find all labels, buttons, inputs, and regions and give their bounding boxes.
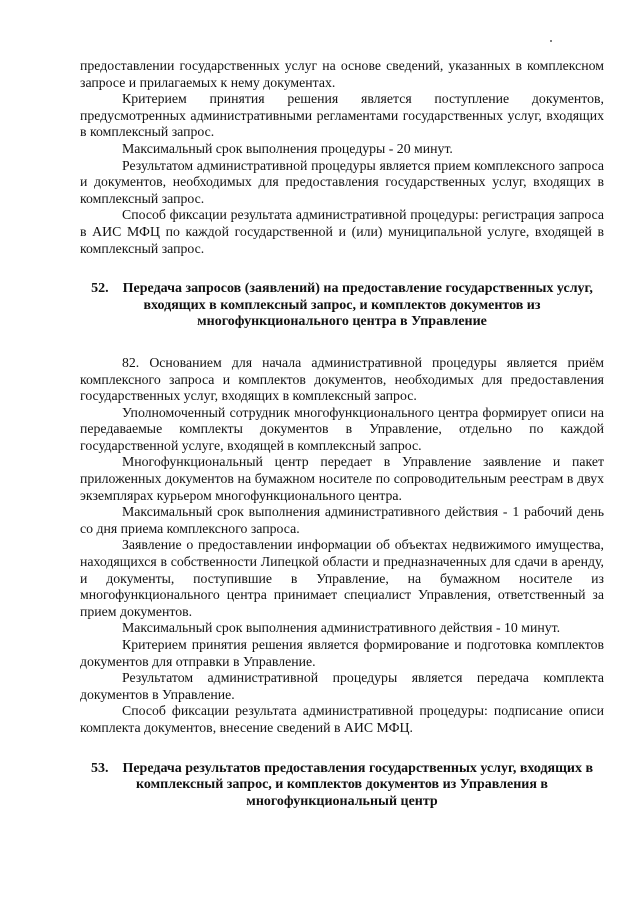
section-53-heading [86,761,598,811]
scan-dot [550,40,552,42]
paragraph-result-2: Результатом административной процедуры является передача комплекта документов в Управление. [80,670,604,702]
paragraph-max-time-10: Максимальный срок выполнения административного действия - 10 минут. [122,620,561,636]
paragraph-continuation: предоставлении государственных услуг на основе сведений, указанных в комплексном запросе и прилагаемых к нему документах. [80,58,604,90]
paragraph-courier: Многофункциональный центр передает в Управление заявление и пакет приложенных документов на бумажном носителе по сопроводительным реестрам в двух экземплярах курьером многофункционального центра. [80,454,604,503]
paragraph-criterion-2: Критерием принятия решения является формирование и подготовка комплектов документов для отправки в Управление. [80,637,604,669]
paragraph-max-time: Максимальный срок выполнения процедуры - 20 минут. [122,140,453,156]
paragraph-inventory: Уполномоченный сотрудник многофункционального центра формирует описи на передаваемые комплекты документов в Управление, отдельно по каждой государственной услуге, входящей в комплексный запрос. [80,404,604,453]
paragraph-result: Результатом административной процедуры является прием комплексного запроса и документов, необходимых для предоставления государственных услуг, входящих в комплексный запрос. [80,157,604,206]
paragraph-criterion: Критерием принятия решения является поступление документов, предусмотренных административными регламентами государственных услуг, входящих в комплексный запрос. [80,91,604,140]
paragraph-application: Заявление о предоставлении информации об объектах недвижимого имущества, находящихся в собственности Липецкой области и предназначенных для сдачи в аренду, и документы, поступившие в Управление, на бумажном носителе из многофункционального центра принимает специалист Управления, ответственный за прием документов. [80,537,604,619]
paragraph-fixation-2: Способ фиксации результата административной процедуры: подписание описи комплекта документов, внесение сведений в АИС МФЦ. [80,703,604,735]
paragraph-fixation: Способ фиксации результата административной процедуры: регистрация запроса в АИС МФЦ по каждой государственной и (или) муниципальной услуге, входящей в комплексный запрос. [80,207,604,256]
paragraph-82-basis: 82. Основанием для начала административной процедуры является приём комплексного запроса и комплектов документов, необходимых для предоставления государственных услуг, входящих в комплексный запрос. [80,354,604,404]
section-52-number: 52. [91,281,109,297]
paragraph-max-time-day: Максимальный срок выполнения административного действия - 1 рабочий день со дня приема комплексного запроса. [80,504,604,536]
section-52-title: Передача запросов (заявлений) на предоставление государственных услуг, входящих в комплексный запрос, и комплектов документов из многофункционального центра в Управление [122,281,593,330]
section-53-number: 53. [90,760,109,776]
section-53-title: Передача результатов предоставления государственных услуг, входящих в комплексный запрос, и комплектов документов из Управления в многофункциональный центр [122,760,594,809]
section-52-heading [86,281,598,331]
